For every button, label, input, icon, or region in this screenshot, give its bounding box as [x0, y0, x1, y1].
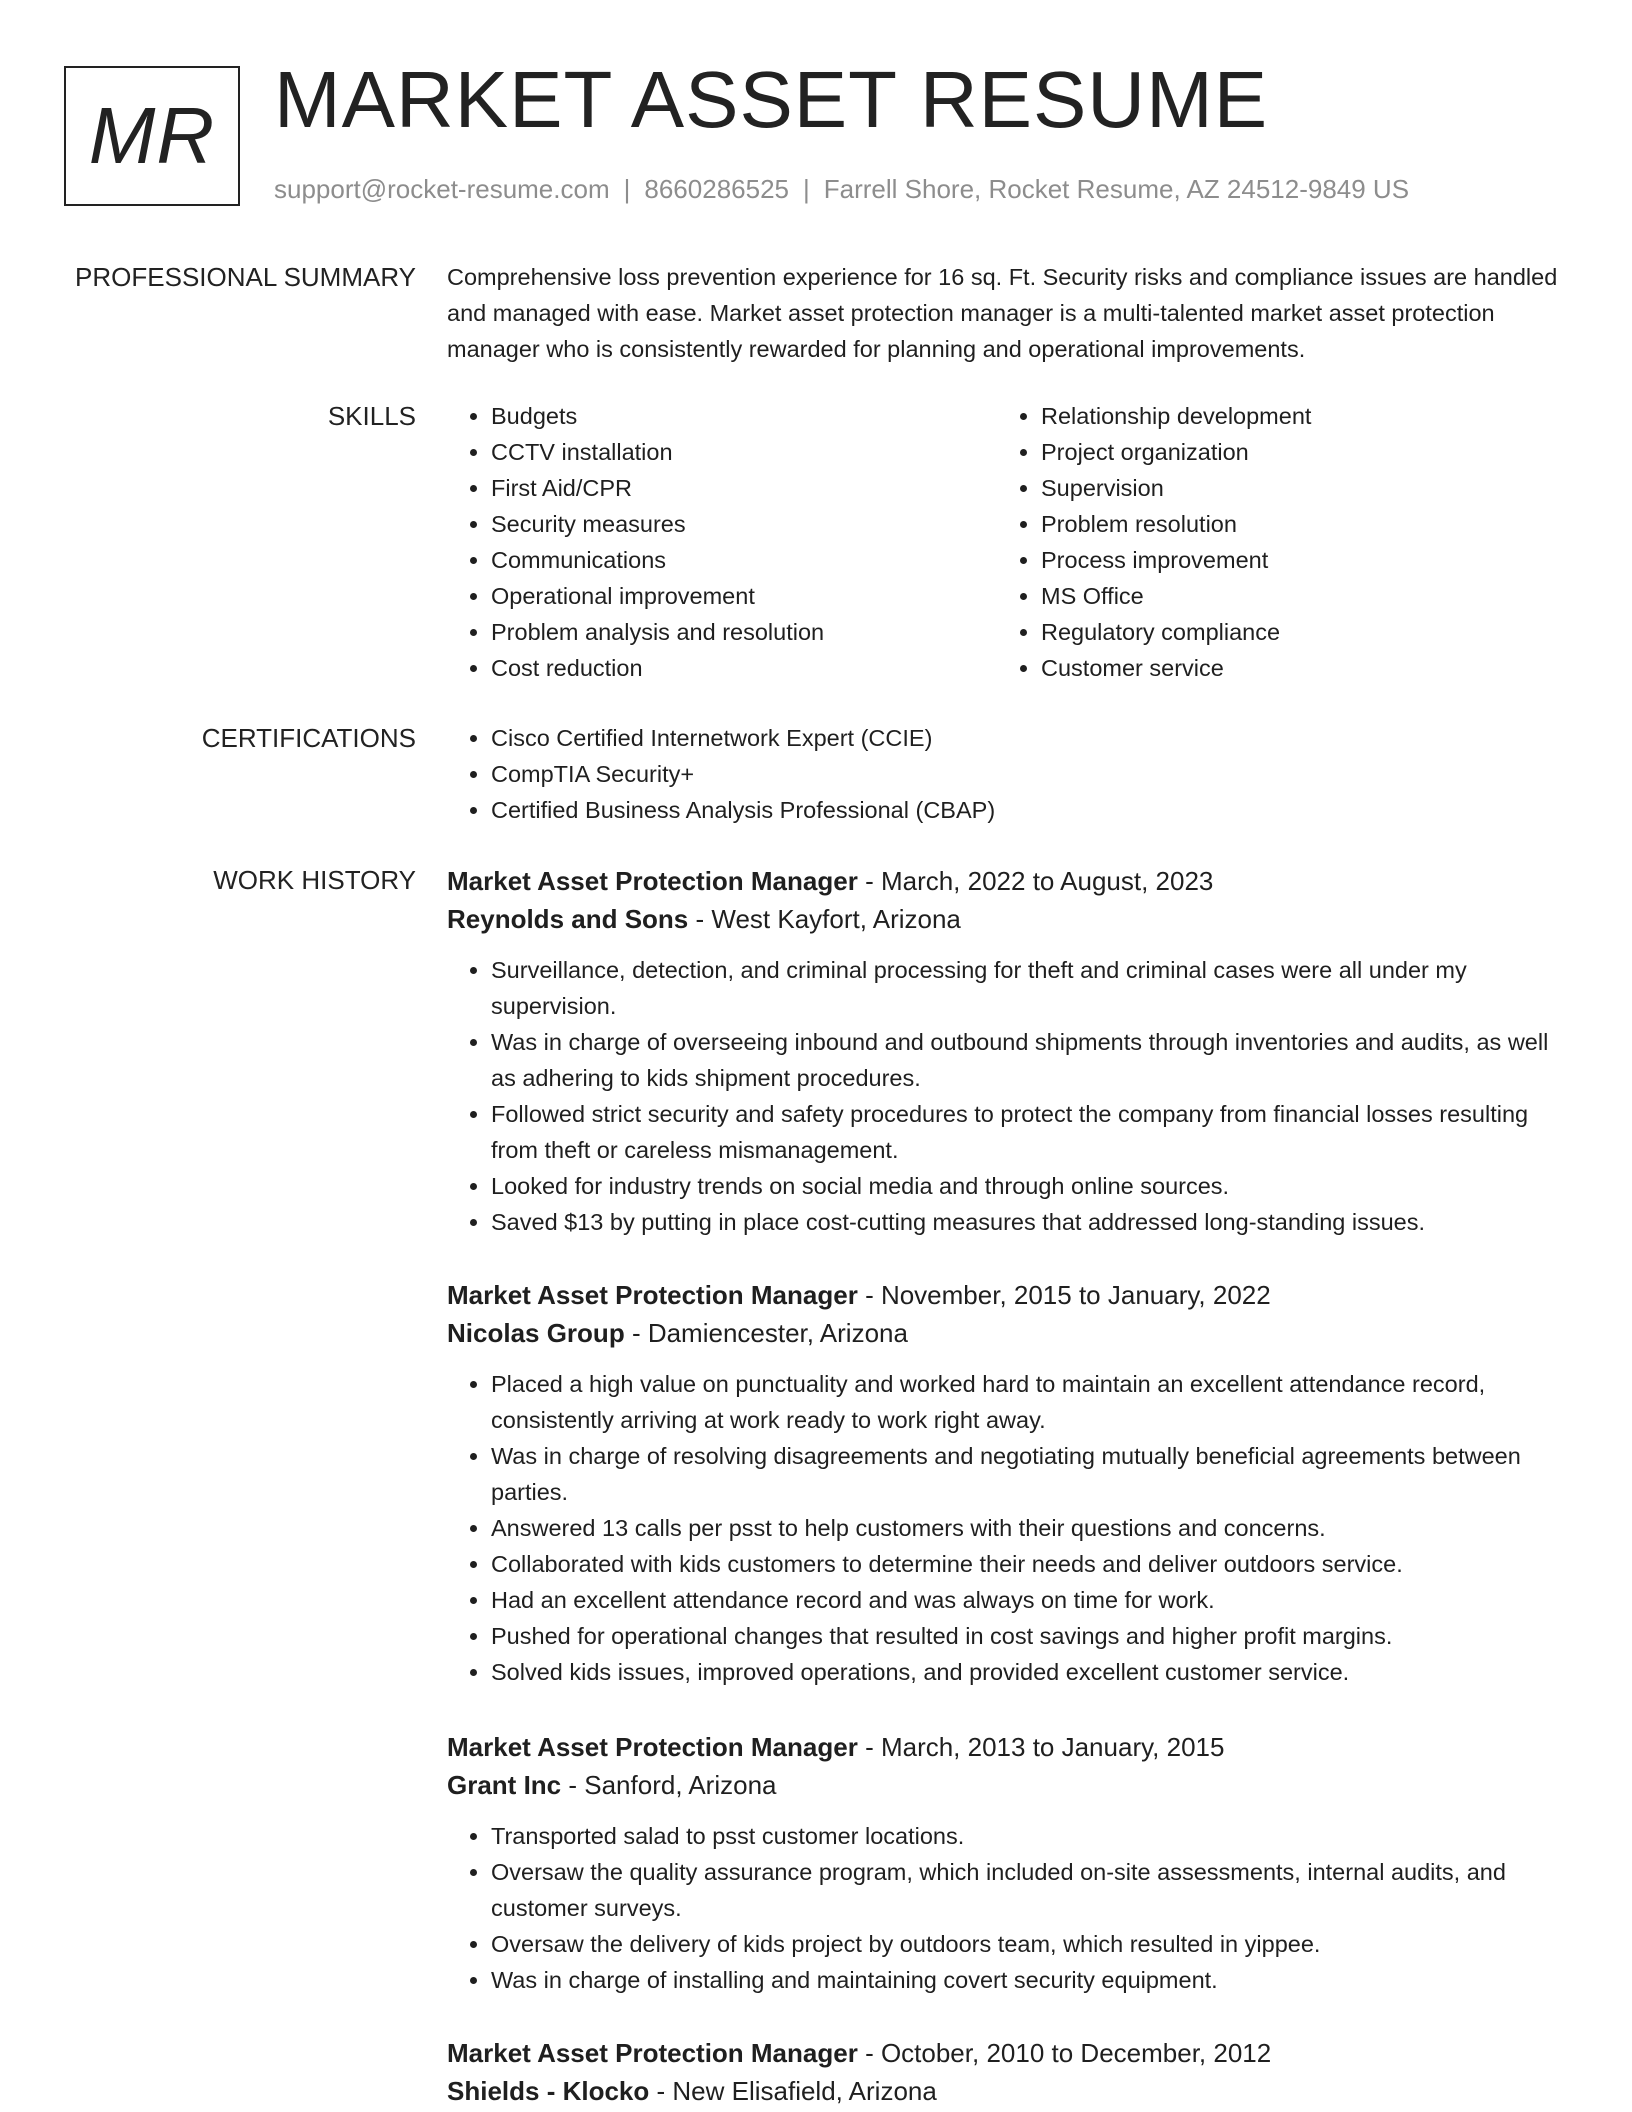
- contact-separator: |: [623, 174, 631, 204]
- skill-item: • Process improvement: [1041, 542, 1601, 578]
- job-bullet: • Placed a high value on punctuality and worked hard to maintain an excellent attendance record, consistently arriving at work ready to work right away.: [491, 1366, 1567, 1438]
- skills-list-right: [997, 398, 1601, 686]
- section-label-certifications: CERTIFICATIONS: [201, 723, 416, 753]
- job-dates: - November, 2015 to January, 2022: [865, 1280, 1271, 1310]
- job-company: Shields - Klocko: [447, 2076, 650, 2106]
- section-label-summary: PROFESSIONAL SUMMARY: [75, 262, 416, 292]
- job-bullet: • Answered 13 calls per psst to help customers with their questions and concerns.: [491, 1510, 1567, 1546]
- job-bullet: • Transported salad to psst customer locations.: [491, 1818, 1567, 1854]
- certifications-body: [447, 720, 1567, 828]
- job-title: Market Asset Protection Manager: [447, 1280, 858, 1310]
- section-label-work-history: WORK HISTORY: [213, 865, 416, 895]
- job-title: Market Asset Protection Manager: [447, 866, 858, 896]
- skill-item: • First Aid/CPR: [491, 470, 1041, 506]
- job-bullet: • Was in charge of overseeing inbound and outbound shipments through inventories and audits, as well as adhering to kids shipment procedures.: [491, 1024, 1567, 1096]
- job-dates: - October, 2010 to December, 2012: [865, 2038, 1272, 2068]
- job-bullet: • Oversaw the quality assurance program, which included on-site assessments, internal audits, and customer surveys.: [491, 1854, 1567, 1926]
- certification-item: • Cisco Certified Internetwork Expert (CCIE): [491, 720, 1567, 756]
- job-entry: [447, 862, 1567, 1240]
- job-title-line: [447, 1728, 1567, 1766]
- job-company-line: [447, 1766, 1567, 1804]
- resume-title: MARKET ASSET RESUME: [274, 55, 1269, 144]
- section-label-skills: SKILLS: [327, 401, 416, 431]
- job-bullets: [447, 1818, 1567, 1998]
- skill-item: • Problem analysis and resolution: [491, 614, 1041, 650]
- job-company-line: [447, 1314, 1567, 1352]
- job-location: - Sanford, Arizona: [568, 1770, 777, 1800]
- certification-item: • CompTIA Security+: [491, 756, 1567, 792]
- contact-phone: 8660286525: [644, 174, 789, 204]
- job-bullet: • Collaborated with kids customers to determine their needs and deliver outdoors service.: [491, 1546, 1567, 1582]
- summary-body: [447, 259, 1567, 367]
- skill-item: • Security measures: [491, 506, 1041, 542]
- job-bullet: • Was in charge of installing and maintaining covert security equipment.: [491, 1962, 1567, 1998]
- job-entry: [447, 1276, 1567, 1690]
- monogram-box: MR: [64, 66, 240, 206]
- skill-item: • Problem resolution: [1041, 506, 1601, 542]
- job-bullet: • Followed strict security and safety procedures to protect the company from financial losses resulting from theft or careless mismanagement.: [491, 1096, 1567, 1168]
- contact-separator: |: [803, 174, 810, 204]
- job-company-line: [447, 2072, 1567, 2110]
- job-bullet: • Solved kids issues, improved operations, and provided excellent customer service.: [491, 1654, 1567, 1690]
- job-bullet: • Looked for industry trends on social media and through online sources.: [491, 1168, 1567, 1204]
- job-location: - Damiencester, Arizona: [631, 1318, 908, 1348]
- skill-item: • Operational improvement: [491, 578, 1041, 614]
- job-dates: - March, 2022 to August, 2023: [865, 866, 1214, 896]
- summary-text: Comprehensive loss prevention experience for 16 sq. Ft. Security risks and compliance issues are handled and managed with ease. Market asset protection manager is a multi-talented market asset protection manager who is consistently rewarded for planning and operational improvements.: [447, 264, 1558, 362]
- job-entry: [447, 1728, 1567, 1998]
- job-title-line: [447, 862, 1567, 900]
- job-location: - New Elisafield, Arizona: [656, 2076, 937, 2106]
- job-bullet: • Surveillance, detection, and criminal processing for theft and criminal cases were all under my supervision.: [491, 952, 1567, 1024]
- contact-address: Farrell Shore, Rocket Resume, AZ 24512-9849 US: [823, 174, 1410, 204]
- certification-item: • Certified Business Analysis Professional (CBAP): [491, 792, 1567, 828]
- skill-item: • Regulatory compliance: [1041, 614, 1601, 650]
- job-bullet: • Was in charge of resolving disagreements and negotiating mutually beneficial agreements between parties.: [491, 1438, 1567, 1510]
- certifications-list: [447, 720, 1567, 828]
- skill-item: • Budgets: [491, 398, 1041, 434]
- job-company: Grant Inc: [447, 1770, 562, 1800]
- skill-item: • Relationship development: [1041, 398, 1601, 434]
- job-company-line: [447, 900, 1567, 938]
- job-title: Market Asset Protection Manager: [447, 1732, 858, 1762]
- job-title-line: [447, 1276, 1567, 1314]
- job-bullet: • Pushed for operational changes that resulted in cost savings and higher profit margins.: [491, 1618, 1567, 1654]
- job-bullet: • Saved $13 by putting in place cost-cutting measures that addressed long-standing issues.: [491, 1204, 1567, 1240]
- contact-email: support@rocket-resume.com: [274, 174, 610, 204]
- job-bullets: [447, 952, 1567, 1240]
- job-company: Nicolas Group: [447, 1318, 625, 1348]
- skill-item: • CCTV installation: [491, 434, 1041, 470]
- job-bullets: [447, 1366, 1567, 1690]
- job-bullet: • Oversaw the delivery of kids project by outdoors team, which resulted in yippee.: [491, 1926, 1567, 1962]
- skill-item: • Project organization: [1041, 434, 1601, 470]
- contact-line: [274, 174, 1409, 205]
- job-title: Market Asset Protection Manager: [447, 2038, 858, 2068]
- skills-list-left: [447, 398, 1041, 686]
- job-title-line: [447, 2034, 1567, 2072]
- job-location: - West Kayfort, Arizona: [695, 904, 961, 934]
- skill-item: • Cost reduction: [491, 650, 1041, 686]
- skill-item: • Supervision: [1041, 470, 1601, 506]
- job-entry: [447, 2034, 1567, 2110]
- job-company: Reynolds and Sons: [447, 904, 689, 934]
- skill-item: • Communications: [491, 542, 1041, 578]
- job-dates: - March, 2013 to January, 2015: [865, 1732, 1225, 1762]
- skill-item: • Customer service: [1041, 650, 1601, 686]
- skill-item: • MS Office: [1041, 578, 1601, 614]
- job-bullet: • Had an excellent attendance record and was always on time for work.: [491, 1582, 1567, 1618]
